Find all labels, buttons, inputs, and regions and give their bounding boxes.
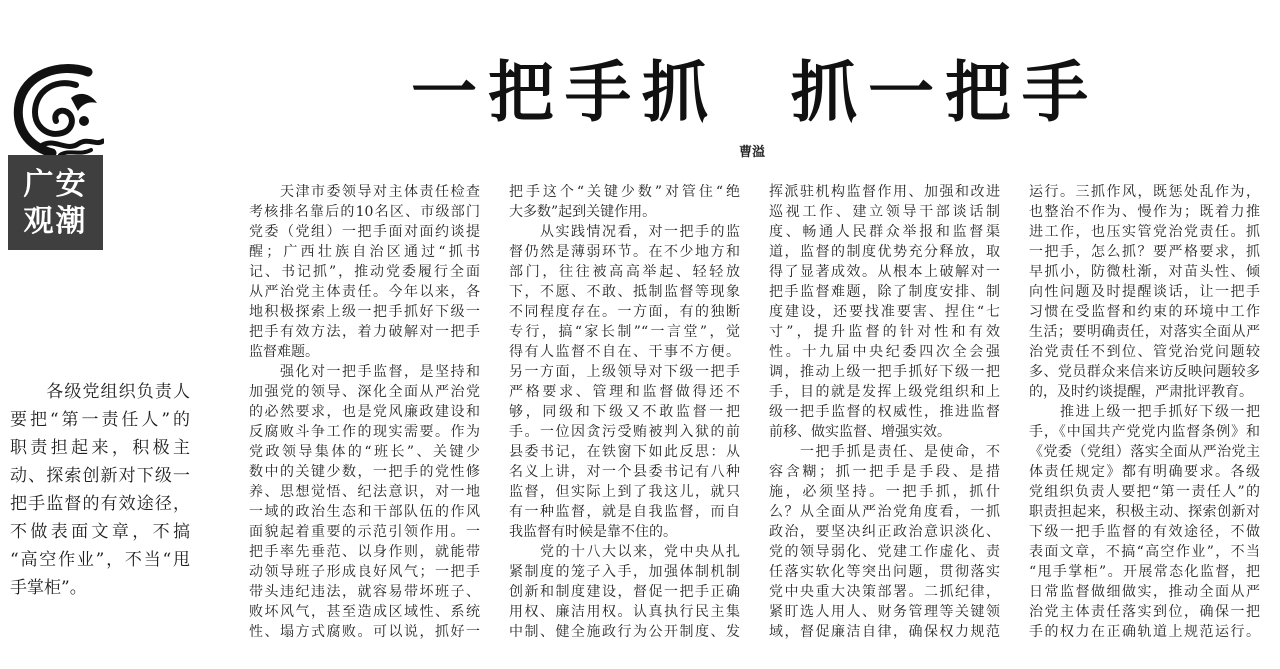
article-column bbox=[249, 182, 480, 642]
article-line: 政治，要坚决纠正政治意识淡化、 bbox=[769, 524, 1000, 540]
article-line: 手。一位因贪污受贿被判入狱的前 bbox=[509, 424, 740, 440]
pull-quote bbox=[10, 378, 190, 602]
article-line: 加强党的领导、深化全面从严治党 bbox=[249, 384, 480, 400]
brand-name-line: 广安 bbox=[23, 166, 88, 202]
article-line: 带头违纪违法，就容易带坏班子、 bbox=[249, 584, 480, 600]
article-line: 用权、廉洁用权。认真执行民主集 bbox=[509, 604, 740, 620]
article-line: 不同程度存在。一方面，有的独断 bbox=[509, 304, 740, 320]
article-line: 部门，往往被高高举起、轻轻放 bbox=[509, 264, 740, 280]
article-line: 面貌起着重要的示范引领作用。一 bbox=[249, 524, 480, 540]
article-line: 督仍然是薄弱环节。在不少地方和 bbox=[509, 244, 740, 260]
article-line: 生活；要明确责任，对落实全面从严 bbox=[1029, 324, 1260, 340]
article-line: 级一把手监督的权威性，推进监督 bbox=[769, 404, 1000, 420]
pull-quote-line: 手掌柜”。 bbox=[10, 578, 87, 598]
article-line: 监督难题。 bbox=[249, 344, 319, 360]
pull-quote-line: “高空作业”，不当“甩 bbox=[10, 550, 190, 570]
article-line: 考核排名靠后的10名区、市级部门 bbox=[249, 204, 480, 220]
article-line: 挥派驻机构监督作用、加强和改进 bbox=[769, 184, 1000, 200]
article-line: 早抓小，防微杜渐，对苗头性、倾 bbox=[1029, 264, 1260, 280]
article-line: 党的十八大以来，党中央从扎 bbox=[509, 544, 740, 560]
article-line: 推进上级一把手抓好下级一把 bbox=[1029, 404, 1260, 420]
article-line: 一域的政治生态和干部队伍的作风 bbox=[249, 504, 480, 520]
article-line: 前移、做实监督、增强实效。 bbox=[769, 424, 951, 440]
pull-quote-line: 不做表面文章，不搞 bbox=[10, 522, 190, 542]
pull-quote-line: 各级党组织负责人 bbox=[10, 382, 190, 402]
article-line: 一把手抓是责任、是使命，不 bbox=[769, 444, 1000, 460]
article-line: 地积极探索上级一把手抓好下级一 bbox=[249, 304, 480, 320]
article-line: 任落实软化等突出问题，贯彻落实 bbox=[769, 564, 1000, 580]
article-line: 进工作，也压实管党治党责任。抓 bbox=[1029, 224, 1260, 240]
article-line: 道，监督的制度优势充分释放，取 bbox=[769, 244, 1000, 260]
article-line: 调，推动上级一把手抓好下级一把 bbox=[769, 364, 1000, 380]
article-line: 巡视工作、建立领导干部谈话制 bbox=[769, 204, 1000, 220]
article-line: 一把手，怎么抓？要严格要求，抓 bbox=[1029, 244, 1260, 260]
author-byline: 曹溢 bbox=[738, 145, 765, 160]
article-line: 醒；广西壮族自治区通过“抓书 bbox=[249, 244, 480, 260]
article-line: 治党责任不到位、管党治党问题较 bbox=[1029, 344, 1260, 360]
article-line: 监督，但实际上到了我这儿，就只 bbox=[509, 484, 740, 500]
article-line: 从实践情况看，对一把手的监 bbox=[509, 224, 740, 240]
article-line: 严格要求、管理和监督做得还不 bbox=[509, 384, 740, 400]
article-line: 下级一把手监督的有效途径，不做 bbox=[1029, 524, 1260, 540]
article-line: 手，《中国共产党党内监督条例》和 bbox=[1029, 424, 1260, 440]
article-line: 党组织负责人要把“第一责任人”的 bbox=[1029, 484, 1260, 500]
article-line: 把手率先垂范、以身作则，就能带 bbox=[249, 544, 480, 560]
article-line: 够，同级和下级又不敢监督一把 bbox=[509, 404, 740, 420]
article-line: 施，必须坚持。一把手抓，抓什 bbox=[769, 484, 1000, 500]
pull-quote-line: 把手监督的有效途径， bbox=[10, 494, 190, 514]
article-line: 体责任规定》都有明确要求。各级 bbox=[1029, 464, 1260, 480]
article-line: 紧制度的笼子入手，加强体制机制 bbox=[509, 564, 740, 580]
article-line: 数中的关键少数，一把手的党性修 bbox=[249, 464, 480, 480]
brand-name-line: 观潮 bbox=[23, 203, 88, 239]
column-brand bbox=[8, 155, 103, 250]
article-line: 另一方面，上级领导对下级一把手 bbox=[509, 364, 740, 380]
article-line: 从严治党主体责任。今年以来，各 bbox=[249, 284, 480, 300]
article-line: 记、书记抓”，推动党委履行全面 bbox=[249, 264, 480, 280]
article-line: 的必然要求，也是党风廉政建设和 bbox=[249, 404, 480, 420]
article-line: 名义上讲，对一个县委书记有八种 bbox=[509, 464, 740, 480]
wave-emblem-graphic bbox=[8, 60, 104, 156]
article-line: 也整治不作为、慢作为；既着力推 bbox=[1029, 204, 1260, 220]
article-line: 手，目的就是发挥上级党组织和上 bbox=[769, 384, 1000, 400]
article-line: 我监督有时候是靠不住的。 bbox=[509, 524, 677, 540]
article-line: 运行。三抓作风，既惩处乱作为， bbox=[1029, 184, 1260, 200]
article-line: 下，不愿、不敢、抵制监督等现象 bbox=[509, 284, 740, 300]
article-column bbox=[1029, 182, 1260, 642]
article-line: 多、党员群众来信来访反映问题较多 bbox=[1029, 364, 1260, 380]
pull-quote-line: 要把“第一责任人”的 bbox=[10, 410, 190, 430]
article-line: 动领导班子形成良好风气；一把手 bbox=[249, 564, 480, 580]
article-line: “甩手掌柜”。开展常态化监督，把 bbox=[1029, 564, 1260, 580]
article-line: 手的权力在正确轨道上规范运行。 bbox=[1029, 624, 1260, 640]
article-line: 把手有效方法，着力破解对一把手 bbox=[249, 324, 480, 340]
article-line: 的，及时约谈提醒，严肃批评教育。 bbox=[1029, 384, 1253, 400]
article-line: 向性问题及时提醒谈话，让一把手 bbox=[1029, 284, 1260, 300]
article-line: 习惯在受监督和约束的环境中工作 bbox=[1029, 304, 1260, 320]
article-title: 一把手抓 抓一把手 bbox=[411, 53, 1099, 131]
article-line: 得了显著成效。从根本上破解对一 bbox=[769, 264, 1000, 280]
article-column bbox=[509, 182, 740, 642]
article-line: 党政领导集体的“班长”、关键少 bbox=[249, 444, 480, 460]
article-line: 党委（党组）一把手面对面约谈提 bbox=[249, 224, 480, 240]
article-line: 中制、健全施政行为公开制度、发 bbox=[509, 624, 740, 640]
article-line: 《党委（党组）落实全面从严治党主 bbox=[1029, 444, 1260, 460]
article-line: 专行，搞“家长制”“一言堂”，觉 bbox=[509, 324, 740, 340]
article-line: 创新和制度建设，督促一把手正确 bbox=[509, 584, 740, 600]
article-line: 容含糊；抓一把手是手段、是措 bbox=[769, 464, 1000, 480]
article-line: 党的领导弱化、党建工作虚化、责 bbox=[769, 544, 1000, 560]
article-line: 败坏风气，甚至造成区域性、系统 bbox=[249, 604, 480, 620]
article-line: 性。十九届中央纪委四次全会强 bbox=[769, 344, 1000, 360]
article-line: 度建设，还要找准要害、捏住“七 bbox=[769, 304, 1000, 320]
article-line: 治党主体责任落实到位，确保一把 bbox=[1029, 604, 1260, 620]
article-line: 养、思想觉悟、纪法意识，对一地 bbox=[249, 484, 480, 500]
article-line: 得有人监督不自在、干事不方便。 bbox=[509, 344, 740, 360]
article-line: 大多数”起到关键作用。 bbox=[509, 204, 657, 220]
article-line: 域，督促廉洁自律，确保权力规范 bbox=[769, 624, 1000, 640]
article-line: 天津市委领导对主体责任检查 bbox=[249, 184, 480, 200]
wave-icon bbox=[8, 60, 104, 156]
article-line: 把手这个“关键少数”对管住“绝 bbox=[509, 184, 740, 200]
article-line: 把手监督难题，除了制度安排、制 bbox=[769, 284, 1000, 300]
article-line: 紧盯选人用人、财务管理等关键领 bbox=[769, 604, 1000, 620]
article-line: 度、畅通人民群众举报和监督渠 bbox=[769, 224, 1000, 240]
pull-quote-line: 职责担起来，积极主 bbox=[10, 438, 190, 458]
article-line: 寸”，提升监督的针对性和有效 bbox=[769, 324, 1000, 340]
article-line: 有一种监督，就是自我监督，而自 bbox=[509, 504, 740, 520]
article-line: 职责担起来，积极主动、探索创新对 bbox=[1029, 504, 1260, 520]
article-line: 性、塌方式腐败。可以说，抓好一 bbox=[249, 624, 480, 640]
article-line: 么？从全面从严治党角度看，一抓 bbox=[769, 504, 1000, 520]
article-column bbox=[769, 182, 1000, 642]
article-line: 党中央重大决策部署。二抓纪律， bbox=[769, 584, 1000, 600]
article-line: 强化对一把手监督，是坚持和 bbox=[249, 364, 480, 380]
article-line: 日常监督做细做实，推动全面从严 bbox=[1029, 584, 1260, 600]
article-line: 县委书记，在铁窗下如此反思：从 bbox=[509, 444, 740, 460]
pull-quote-line: 动、探索创新对下级一 bbox=[10, 466, 190, 486]
article-line: 反腐败斗争工作的现实需要。作为 bbox=[249, 424, 480, 440]
article-line: 表面文章，不搞“高空作业”，不当 bbox=[1029, 544, 1260, 560]
